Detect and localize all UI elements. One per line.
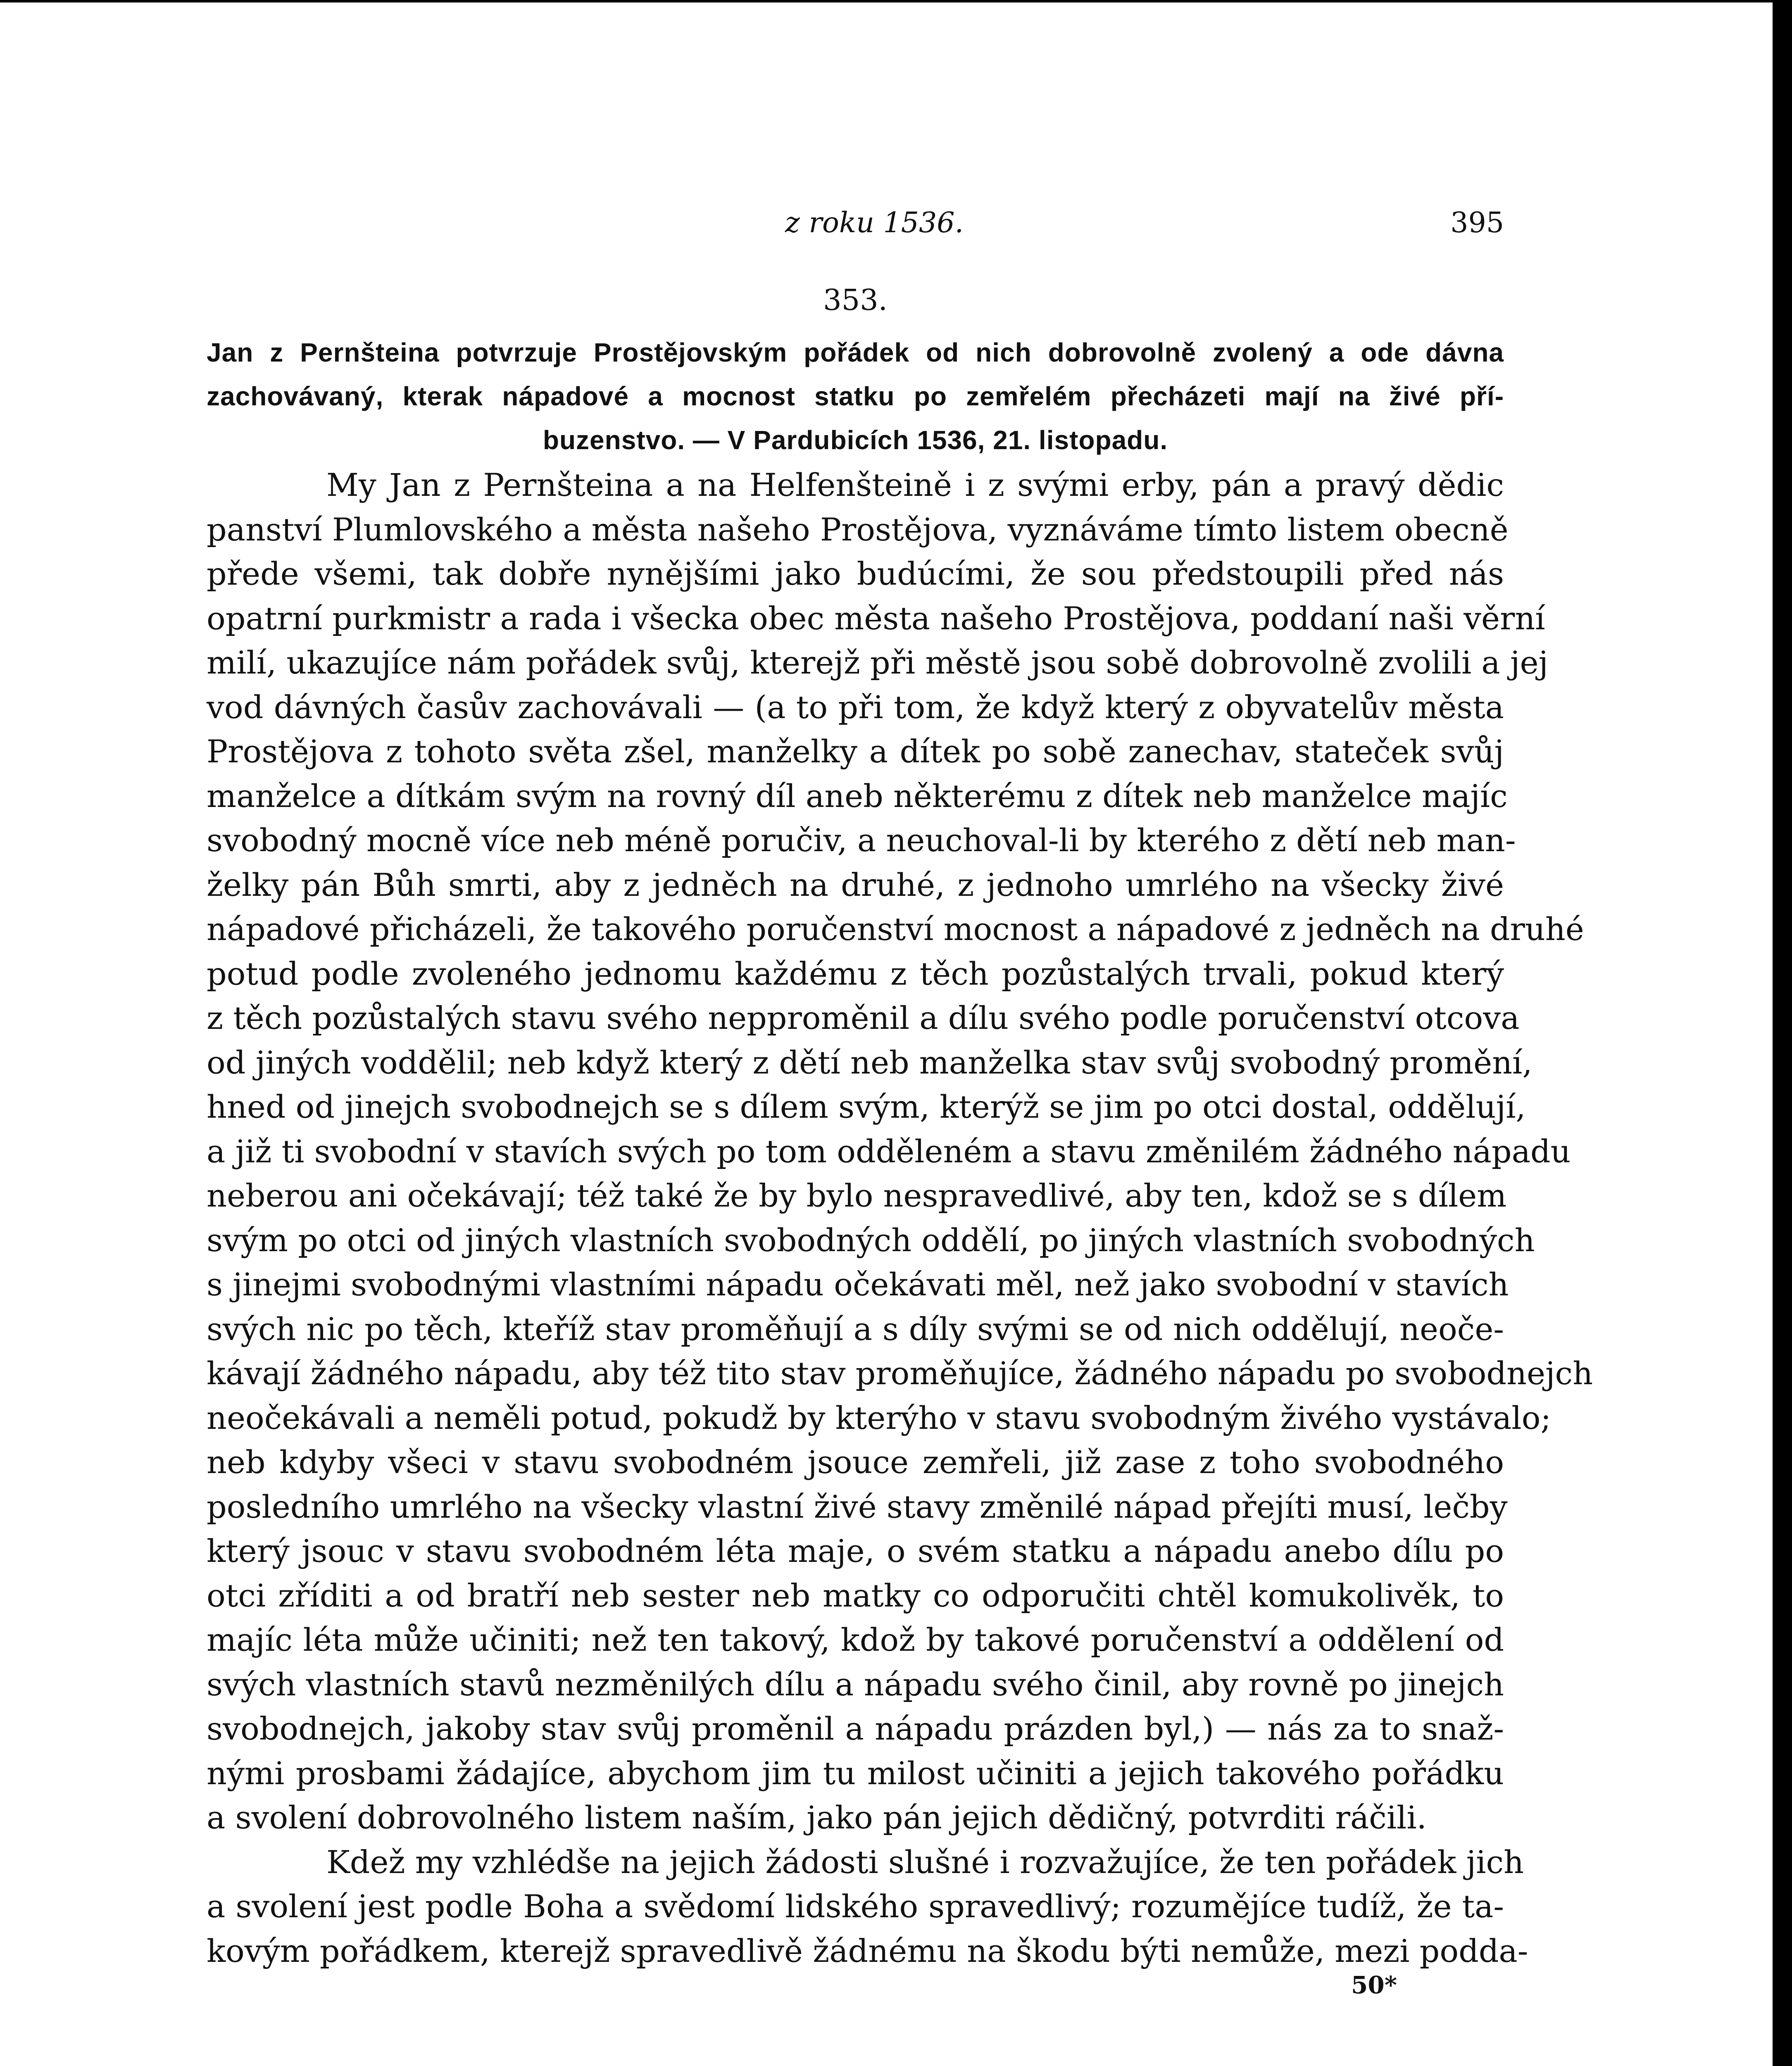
text-line: který jsouc v stavu svobodném léta maje, o svém statku a nápadu anebo dílu po	[207, 1533, 1504, 1569]
text-line: kovým pořádkem, kterejž spravedlivě žádnému na škodu býti nemůže, mezi podda-	[207, 1932, 1528, 1969]
text-line: svobodný mocně více neb méně poručiv, a neuchoval-li by kterého z dětí neb man-	[207, 822, 1516, 859]
text-line: neočekávali a neměli potud, pokudž by kterýho v stavu svobodným živého vystávalo;	[207, 1399, 1551, 1436]
text-line: svých nic po těch, kteříž stav proměňují a s díly svými se od nich oddělují, neoče-	[207, 1310, 1504, 1347]
text-line: svobodnejch, jakoby stav svůj proměnil a nápadu prázden byl,) — nás za to snaž-	[207, 1710, 1504, 1747]
text-line: manželce a dítkám svým na rovný díl aneb některému z dítek neb manželce majíc	[207, 777, 1508, 814]
text-line: potud podle zvoleného jednomu každému z těch pozůstalých trvali, pokud který	[207, 955, 1504, 992]
text-line: a již ti svobodní v stavích svých po tom odděleném a stavu změnilém žádného nápadu	[207, 1133, 1571, 1170]
text-line: od jiných voddělil; neb když který z dětí neb manželka stav svůj svobodný promění,	[207, 1044, 1533, 1081]
document-body	[207, 463, 1593, 1973]
signature-mark: 50*	[1351, 1971, 1397, 1999]
paragraph-2	[207, 1840, 1528, 1973]
text-line: s jinejmi svobodnými vlastními nápadu očekávati měl, než jako svobodní v stavích	[207, 1266, 1509, 1303]
text-line: neb kdyby všeci v stavu svobodném jsouce zemřeli, již zase z toho svobodného	[207, 1444, 1504, 1480]
text-line: My Jan z Pernšteina a na Helfenšteině i z svými erby, pán a pravý dědic	[326, 467, 1504, 503]
scan-edge	[0, 0, 1773, 2]
text-line: želky pán Bůh smrti, aby z jedněch na druhé, z jednoho umrlého na všecky živé	[207, 866, 1504, 903]
text-line: svých vlastních stavů nezměnilých dílu a nápadu svého činil, aby rovně po jinejch	[207, 1666, 1504, 1703]
text-line: neberou ani očekávají; též také že by bylo nespravedlivé, aby ten, kdož se s dílem	[207, 1177, 1507, 1214]
text-line: hned od jinejch svobodnejch se s dílem svým, kterýž se jim po otci dostal, oddělují,	[207, 1088, 1526, 1125]
regest-line: buzenstvo. — V Pardubicích 1536, 21. listopadu.	[543, 425, 1168, 455]
text-line: vod dávných časův zachovávali — (a to při tom, že když který z obyvatelův města	[207, 688, 1504, 726]
text-line: svým po otci od jiných vlastních svobodných oddělí, po jiných vlastních svobodných	[207, 1221, 1535, 1259]
regest-line: zachovávaný, kterak nápadové a mocnost statku po zemřelém přecházeti mají na živé pří-	[207, 381, 1504, 411]
text-line: majíc léta může učiniti; než ten takový, kdož by takové poručenství a oddělení od	[207, 1621, 1504, 1658]
text-line: milí, ukazujíce nám pořádek svůj, kterejž při městě jsou sobě dobrovolně zvolili a jej	[207, 644, 1548, 681]
text-line: opatrní purkmistr a rada i všecka obec města našeho Prostějova, poddaní naši věrní	[207, 600, 1545, 637]
document-number: 353.	[823, 283, 888, 317]
regest-line: Jan z Pernšteina potvrzuje Prostějovským pořádek od nich dobrovolně zvolený a ode dávna	[207, 338, 1504, 367]
text-line: Kdež my vzhlédše na jejich žádosti slušné i rozvažujíce, že ten pořádek jich	[326, 1843, 1524, 1880]
running-head-title: z roku 1536.	[785, 207, 964, 239]
text-line: nápadové přicházeli, že takového poručenství mocnost a nápadové z jedněch na druhé	[207, 911, 1584, 947]
regest	[207, 331, 1504, 462]
text-line: otci zříditi a od bratří neb sester neb matky co odporučiti chtěl komukolivěk, to	[207, 1577, 1504, 1614]
page-number: 395	[1450, 207, 1504, 239]
text-line: posledního umrlého na všecky vlastní živé stavy změnilé nápad přejíti musí, lečby	[207, 1488, 1508, 1525]
text-line: přede všemi, tak dobře nynějšími jako budúcími, že sou předstoupili před nás	[207, 555, 1504, 592]
text-line: z těch pozůstalých stavu svého nepproměnil a dílu svého podle poručenství otcova	[207, 1000, 1520, 1036]
text-line: kávají žádného nápadu, aby též tito stav proměňujíce, žádného nápadu po svobodnejch	[207, 1355, 1593, 1392]
text-line: a svolení jest podle Boha a svědomí lidského spravedlivý; rozumějíce tudíž, že ta-	[207, 1888, 1504, 1925]
text-line: a svolení dobrovolného listem naším, jako pán jejich dědičný, potvrditi ráčili.	[207, 1799, 1427, 1836]
text-line: Prostějova z tohoto světa zšel, manželky a dítek po sobě zanechav, stateček svůj	[207, 733, 1504, 770]
text-line: nými prosbami žádajíce, abychom jim tu milost učiniti a jejich takového pořádku	[207, 1754, 1504, 1792]
text-line: panství Plumlovského a města našeho Prostějova, vyznáváme tímto listem obecně	[207, 511, 1509, 548]
running-head	[207, 207, 1504, 244]
paragraph-1	[207, 463, 1593, 1840]
